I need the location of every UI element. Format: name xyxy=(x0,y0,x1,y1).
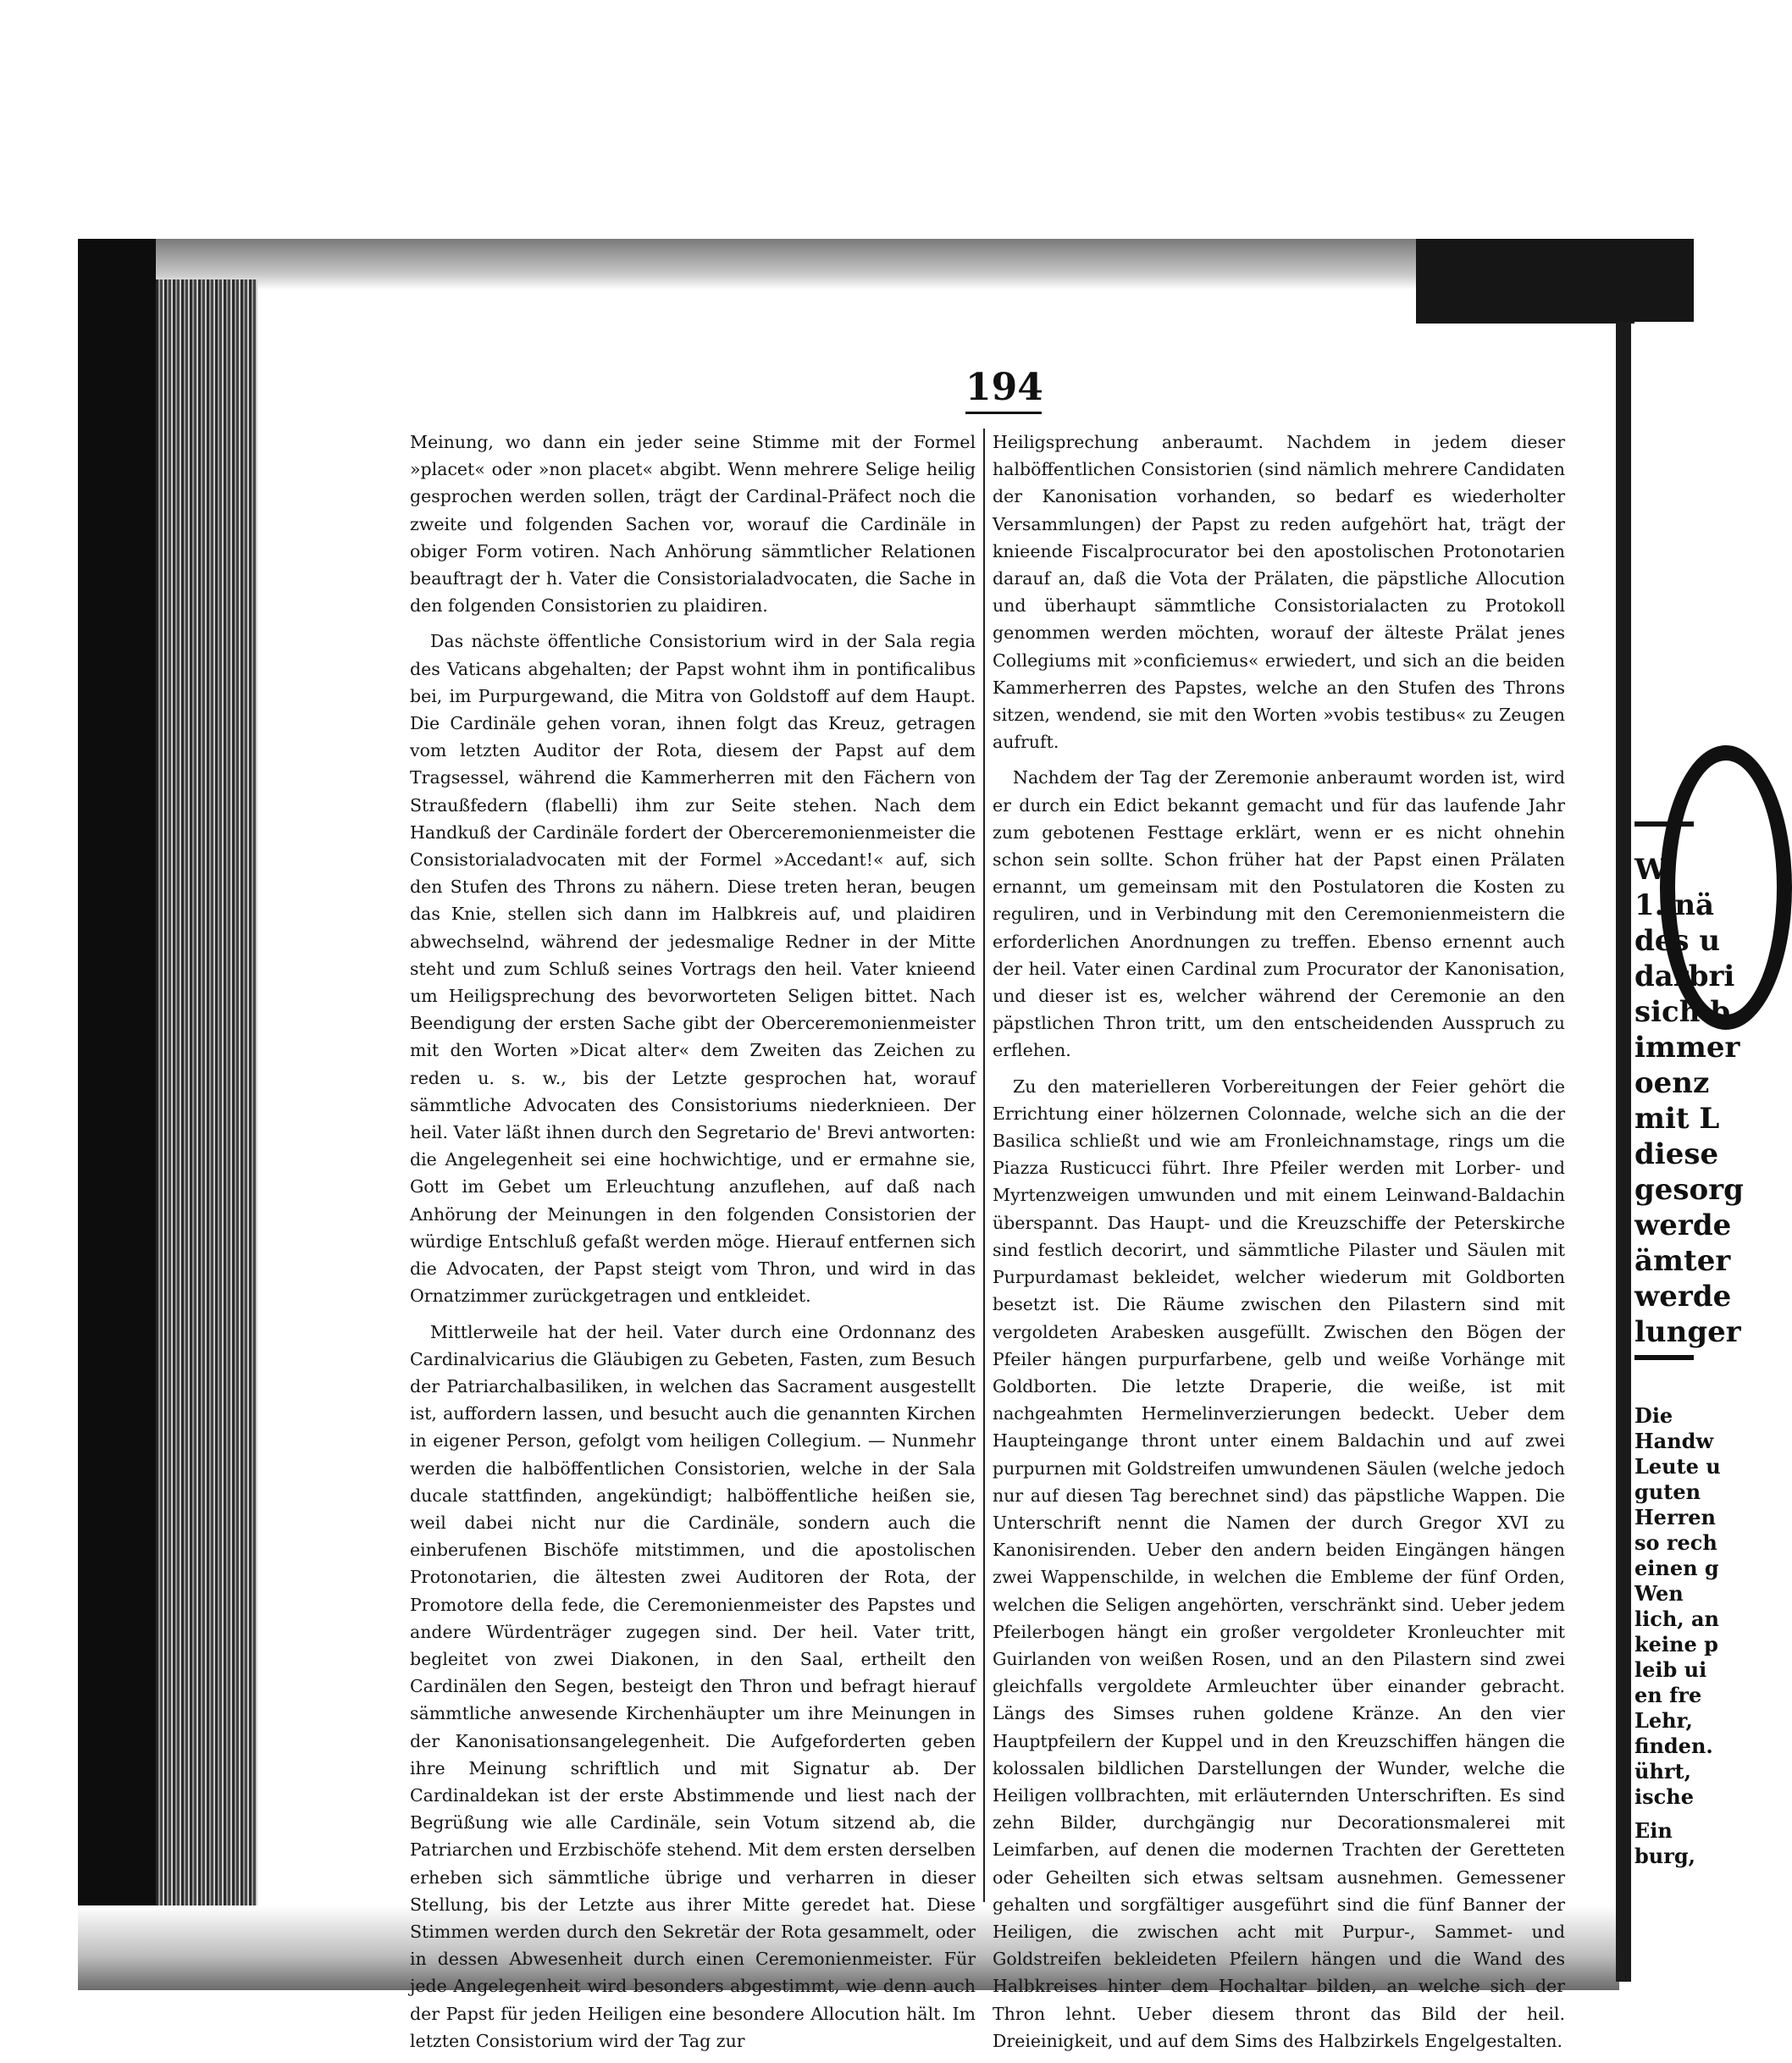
page-edges xyxy=(156,279,257,1931)
neighbor-text: sich b xyxy=(1634,995,1731,1029)
neighbor-text: werde xyxy=(1634,1280,1732,1314)
paragraph: Meinung, wo dann ein jeder seine Stimme mit der Formel »placet« oder »non placet« abgibt. Wenn mehrere Selige heilig gesprochen werden sollen, trägt der Cardinal-Präfect noch die zweite und folgenden Sachen vor, worauf die Cardinäle in obiger Form votiren. Nach Anhörung sämmtlicher Relationen beauftragt der h. Vater die Consistorialadvocaten, die Sache in den folgenden Consistorien zu plaidiren. xyxy=(410,432,976,617)
page-number-rule xyxy=(965,412,1042,414)
paragraph: Mittlerweile hat der heil. Vater durch eine Ordonnanz des Cardinalvicarius die Gläubigen zu Gebeten, Fasten, zum Besuch der Patriarchalbasiliken, in welchen das Sacrament ausgestellt ist, auffordern lassen, und besucht auch die genannten Kirchen in eigener Person, gefolgt vom heiligen Collegium. — Nunmehr werden die halböffentlichen Consistorien, welche in der Sala ducale stattfinden, angekündigt; halböffentliche heißen sie, weil dabei nicht nur die Cardinäle, sondern auch die einberufenen Bischöfe mitstimmen, und die apostolischen Protonotarien, die ältesten zwei Auditoren der Rota, der Promotore della fede, die Ceremonienmeister des Papstes und andere Würdenträger zugegen sind. Der heil. Vater tritt, begleitet von zwei Diakonen, in den Saal, ertheilt den Cardinälen den Segen, besteigt den Thron und befragt hierauf sämmtliche anwesende Kirchenhäupter um ihre Meinungen in der Kanonisationsangelegenheit. Die Aufgeforderten geben ihre Meinung schriftlich und mit Signatur ab. Der Cardinaldekan ist der erste Abstimmende und liest nach der Begrüßung wie alle Cardinäle, sein Votum sitzend ab, die Patriarchen und Erzbischöfe stehend. Mit dem ersten derselben erheben sich sämmtliche übrige und verharren in dieser Stellung, bis der Letzte aus ihrer Mitte geredet hat. Diese Stimmen werden durch den Sekretär der Rota gesammelt, oder in dessen Abwesenheit durch einen Ceremonienmeister. Für jede Angelegenheit wird besonders abgestimmt, wie denn auch der Papst für jeden Heiligen eine besondere Allocution hält. Im letzten Consistorium wird der Tag zur xyxy=(410,1321,976,2051)
neighbor-text: einen g xyxy=(1634,1556,1719,1580)
neighbor-text: leib ui xyxy=(1634,1657,1707,1682)
neighbor-text: mit L xyxy=(1634,1102,1720,1136)
neighbor-page xyxy=(1634,322,1744,1956)
neighbor-text: keine p xyxy=(1634,1632,1718,1656)
neighbor-text: immer xyxy=(1634,1031,1740,1065)
left-column xyxy=(410,429,976,2063)
page-gutter xyxy=(1616,322,1631,1982)
neighbor-text: werde xyxy=(1634,1208,1732,1242)
neighbor-text: so rech xyxy=(1634,1530,1717,1555)
neighbor-text: gesorg xyxy=(1634,1173,1744,1207)
neighbor-text: diese xyxy=(1634,1137,1719,1171)
neighbor-text: Herren xyxy=(1634,1505,1716,1529)
neighbor-text: ämter xyxy=(1634,1244,1731,1278)
neighbor-text: Handw xyxy=(1634,1429,1714,1453)
neighbor-text: darbri xyxy=(1634,960,1735,993)
scan-top-shadow xyxy=(78,239,1416,290)
neighbor-text: burg, xyxy=(1634,1844,1696,1868)
scan-top-right-shadow xyxy=(1416,239,1694,324)
neighbor-text: lunger xyxy=(1634,1315,1741,1349)
paragraph: Das nächste öffentliche Consistorium wird in der Sala regia des Vaticans abgehalten; der Papst wohnt ihm in pontificalibus bei, im Purpurgewand, die Mitra von Goldstoff auf dem Haupt. Die Cardinäle gehen voran, ihnen folgt das Kreuz, getragen vom letzten Auditor der Rota, diesem der Papst auf dem Tragsessel, während die Kammerherren mit den Fächern von Straußfedern (flabelli) ihm zur Seite stehen. Nach dem Handkuß der Cardinäle fordert der Oberceremonienmeister die Consistorialadvocaten mit der Formel »Accedant!« auf, sich den Stufen des Throns zu nähern. Diese treten heran, beugen das Knie, stellen sich dann im Halbkreis auf, und plaidiren abwechselnd, während der jedesmalige Redner in der Mitte steht und zum Schluß seines Vortrags den heil. Vater knieend um Heiligsprechung des bevorworteten Seligen bittet. Nach Beendigung der ersten Sache gibt der Oberceremonienmeister mit den Worten »Dicat alter« dem Zweiten das Zeichen zu reden u. s. w., bis der Letzte gesprochen hat, worauf sämmtliche Advocaten des Consistoriums niederknieen. Der heil. Vater läßt ihnen durch den Segretario de' Brevi antworten: die Angelegenheit sei eine hochwichtige, und er ermahne sie, Gott im Gebet um Erleuchtung anzuflehen, auf daß nach Anhörung der Meinungen in den folgenden Consistorien der würdige Entschluß gefaßt werden möge. Hierauf entfernen sich die Advocaten, der Papst steigt vom Thron, und wird in das Ornatzimmer zurückgetragen und entkleidet. xyxy=(410,631,976,1307)
right-column xyxy=(993,429,1565,2063)
neighbor-text: guten xyxy=(1634,1479,1701,1504)
book-spine-shadow xyxy=(78,239,156,1988)
neighbor-text: ische xyxy=(1634,1784,1694,1809)
neighbor-text: 1. nä xyxy=(1634,888,1715,922)
neighbor-text: en fre xyxy=(1634,1683,1702,1707)
paragraph: Heiligsprechung anberaumt. Nachdem in jedem dieser halböffentlichen Consistorien (sind nämlich mehrere Candidaten der Kanonisation vorhanden, so bedarf es wiederholter Versammlungen) der Papst zu reden aufgehört hat, trägt der knieende Fiscalprocurator bei den apostolischen Protonotarien darauf an, daß die Vota der Prälaten, die päpstliche Allocution und überhaupt sämmtliche Consistorialacten zu Protokoll genommen werden möchten, worauf der älteste Prälat jenes Collegiums mit »conficiemus« erwiedert, und sich an die beiden Kammerherren des Papstes, welche an den Stufen des Throns sitzen, wendend, sie mit den Worten »vobis testibus« zu Zeugen aufruft. xyxy=(993,432,1565,753)
neighbor-rule xyxy=(1634,1355,1694,1360)
neighbor-text: finden. xyxy=(1634,1734,1713,1758)
neighbor-rule xyxy=(1634,821,1694,827)
neighbor-text: Lehr, xyxy=(1634,1708,1693,1733)
neighbor-text: lich, an xyxy=(1634,1607,1720,1631)
paragraph: Nachdem der Tag der Zeremonie anberaumt worden ist, wird er durch ein Edict bekannt gemacht und für das laufende Jahr zum gebotenen Festtage erklärt, wenn er es nicht ohnehin schon sein sollte. Schon früher hat der Papst einen Prälaten ernannt, um gemeinsam mit den Postulatoren die Kosten zu reguliren, und in Verbindung mit den Ceremonienmeistern die erforderlichen Anordnungen zu treffen. Ebenso ernennt auch der heil. Vater einen Cardinal zum Procurator der Kanonisation, und dieser ist es, welcher während der Ceremonie an den päpstlichen Thron tritt, um den entscheidenden Ausspruch zu erflehen. xyxy=(993,767,1565,1061)
neighbor-text: Leute u xyxy=(1634,1454,1721,1479)
column-divider xyxy=(983,429,985,1902)
neighbor-text: W xyxy=(1634,853,1668,887)
neighbor-text: ührt, xyxy=(1634,1759,1691,1784)
neighbor-text: oenz xyxy=(1634,1066,1710,1100)
neighbor-text: Wen xyxy=(1634,1581,1684,1606)
neighbor-text: Ein xyxy=(1634,1818,1673,1843)
neighbor-text: des u xyxy=(1634,924,1721,958)
page-number: 194 xyxy=(965,366,1043,409)
neighbor-text: Die xyxy=(1634,1403,1673,1428)
paragraph: Zu den materielleren Vorbereitungen der Feier gehört die Errichtung einer hölzernen Colonnade, welche sich an die der Basilica schließt und wie am Fronleichnamstage, rings um die Piazza Rusticucci führt. Ihre Pfeiler werden mit Lorber- und Myrtenzweigen umwunden und mit einem Leinwand-Baldachin überspannt. Das Haupt- und die Kreuzschiffe der Peterskirche sind festlich decorirt, und sämmtliche Pilaster und Säulen mit Purpurdamast bekleidet, welcher wiederum mit Goldborten besetzt ist. Die Räume zwischen den Pilastern sind mit vergoldeten Arabesken ausgefüllt. Zwischen den Bögen der Pfeiler hängen purpurfarbene, gelb und weiße Vorhänge mit Goldborten. Die letzte Draperie, die weiße, ist mit nachgeahmten Hermelinverzierungen bedeckt. Ueber dem Haupteingange thront unter einem Baldachin und auf zwei purpurnen mit Goldstreifen umwundenen Säulen (welche jedoch nur auf diesen Tag berechnet sind) das päpstliche Wappen. Die Unterschrift nennt die Namen der durch Gregor XVI zu Kanonisirenden. Ueber den andern beiden Eingängen hängen zwei Wappenschilde, in welchen die Embleme der fünf Orden, welchen die Seligen angehörten, verschränkt sind. Ueber jedem Pfeilerbogen hängt ein großer vergoldeter Kronleuchter mit Guirlanden von weißen Rosen, und an den Pilastern sind zwei gleichfalls vergoldete Armleuchter über einander gebracht. Längs des Simses ruhen goldene Kränze. An den vier Hauptpfeilern der Kuppel und in den Kreuzschiffen hängen die kolossalen bildlichen Darstellungen der Wunder, welche die Heiligen vollbrachten, mit erläuternden Unterschriften. Es sind zehn Bilder, durchgängig nur Decorationsmalerei mit Leimfarben, auf denen die modernen Trachten der Geretteten oder Geheilten sich etwas seltsam ausnehmen. Gemessener gehalten und sorgfältiger ausgeführt sind die fünf Banner der Heiligen, die zwischen acht mit Purpur-, Sammet- und Goldstreifen bekleideten Pfeilern hängen und die Wand des Halbkreises hinter dem Hochaltar bilden, an welche sich der Thron lehnt. Ueber diesem thront das Bild der heil. Dreieinigkeit, und auf dem Sims des Halbzirkels Engelgestalten. xyxy=(993,1076,1565,2051)
